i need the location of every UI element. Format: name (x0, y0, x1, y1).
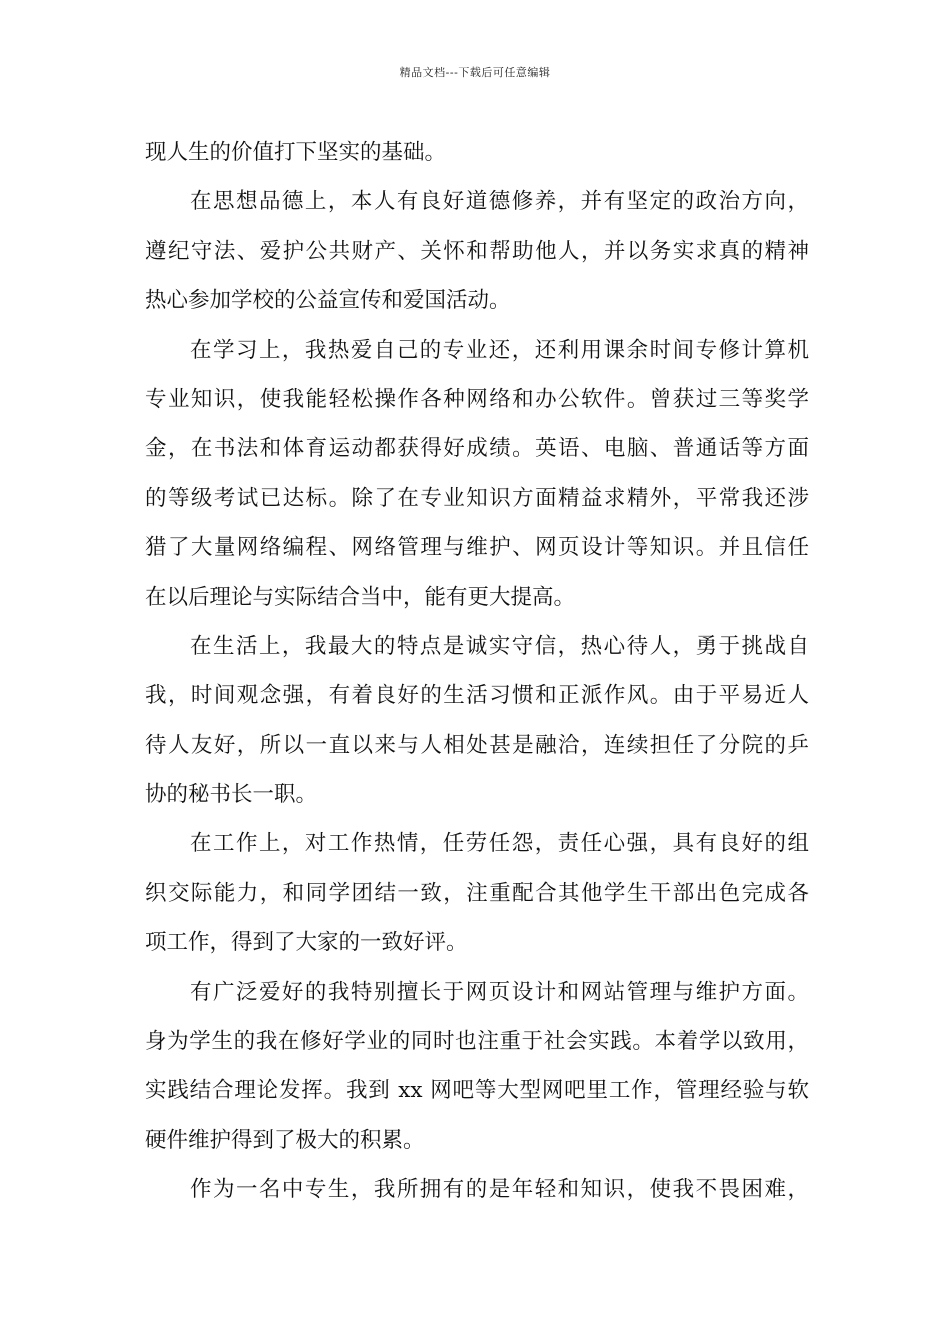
text-line: 热心参加学校的公益宣传和爱国活动。 (145, 288, 511, 314)
text-line: 猎了大量网络编程、网络管理与维护、网页设计等知识。并且信任 (145, 535, 809, 561)
text-line: 实践结合理论发挥。我到 xx 网吧等大型网吧里工作，管理经验与软 (145, 1078, 809, 1104)
text-line: 遵纪守法、爱护公共财产、关怀和帮助他人，并以务实求真的精神 (145, 238, 809, 264)
document-body (145, 128, 809, 1215)
text-line: 织交际能力，和同学团结一致，注重配合其他学生干部出色完成各 (145, 880, 809, 906)
text-line: 在生活上，我最大的特点是诚实守信，热心待人，勇于挑战自 (190, 633, 809, 659)
text-line: 硬件维护得到了极大的积累。 (145, 1127, 425, 1153)
text-line: 金，在书法和体育运动都获得好成绩。英语、电脑、普通话等方面 (145, 436, 809, 462)
text-line: 身为学生的我在修好学业的同时也注重于社会实践。本着学以致用， (145, 1029, 809, 1055)
text-line: 在学习上，我热爱自己的专业还，还利用课余时间专修计算机 (190, 337, 809, 363)
text-line: 专业知识，使我能轻松操作各种网络和办公软件。曾获过三等奖学 (145, 386, 809, 412)
text-line: 在工作上，对工作热情，任劳任怨，责任心强，具有良好的组 (190, 831, 809, 857)
text-line: 协的秘书长一职。 (145, 782, 318, 808)
text-line: 在思想品德上，本人有良好道德修养，并有坚定的政治方向， (190, 189, 809, 215)
text-line: 项工作，得到了大家的一致好评。 (145, 930, 468, 956)
page-header: 精品文档---下载后可任意编辑 (399, 66, 551, 79)
text-line: 的等级考试已达标。除了在专业知识方面精益求精外，平常我还涉 (145, 485, 809, 511)
text-line: 现人生的价值打下坚实的基础。 (145, 140, 447, 165)
text-line: 作为一名中专生，我所拥有的是年轻和知识，使我不畏困难， (190, 1177, 809, 1203)
text-line: 我，时间观念强，有着良好的生活习惯和正派作风。由于平易近人 (145, 683, 809, 709)
text-line: 有广泛爱好的我特别擅长于网页设计和网站管理与维护方面。 (190, 979, 809, 1005)
text-line: 在以后理论与实际结合当中，能有更大提高。 (145, 584, 576, 610)
text-line: 待人友好，所以一直以来与人相处甚是融洽，连续担任了分院的乒 (145, 732, 809, 758)
